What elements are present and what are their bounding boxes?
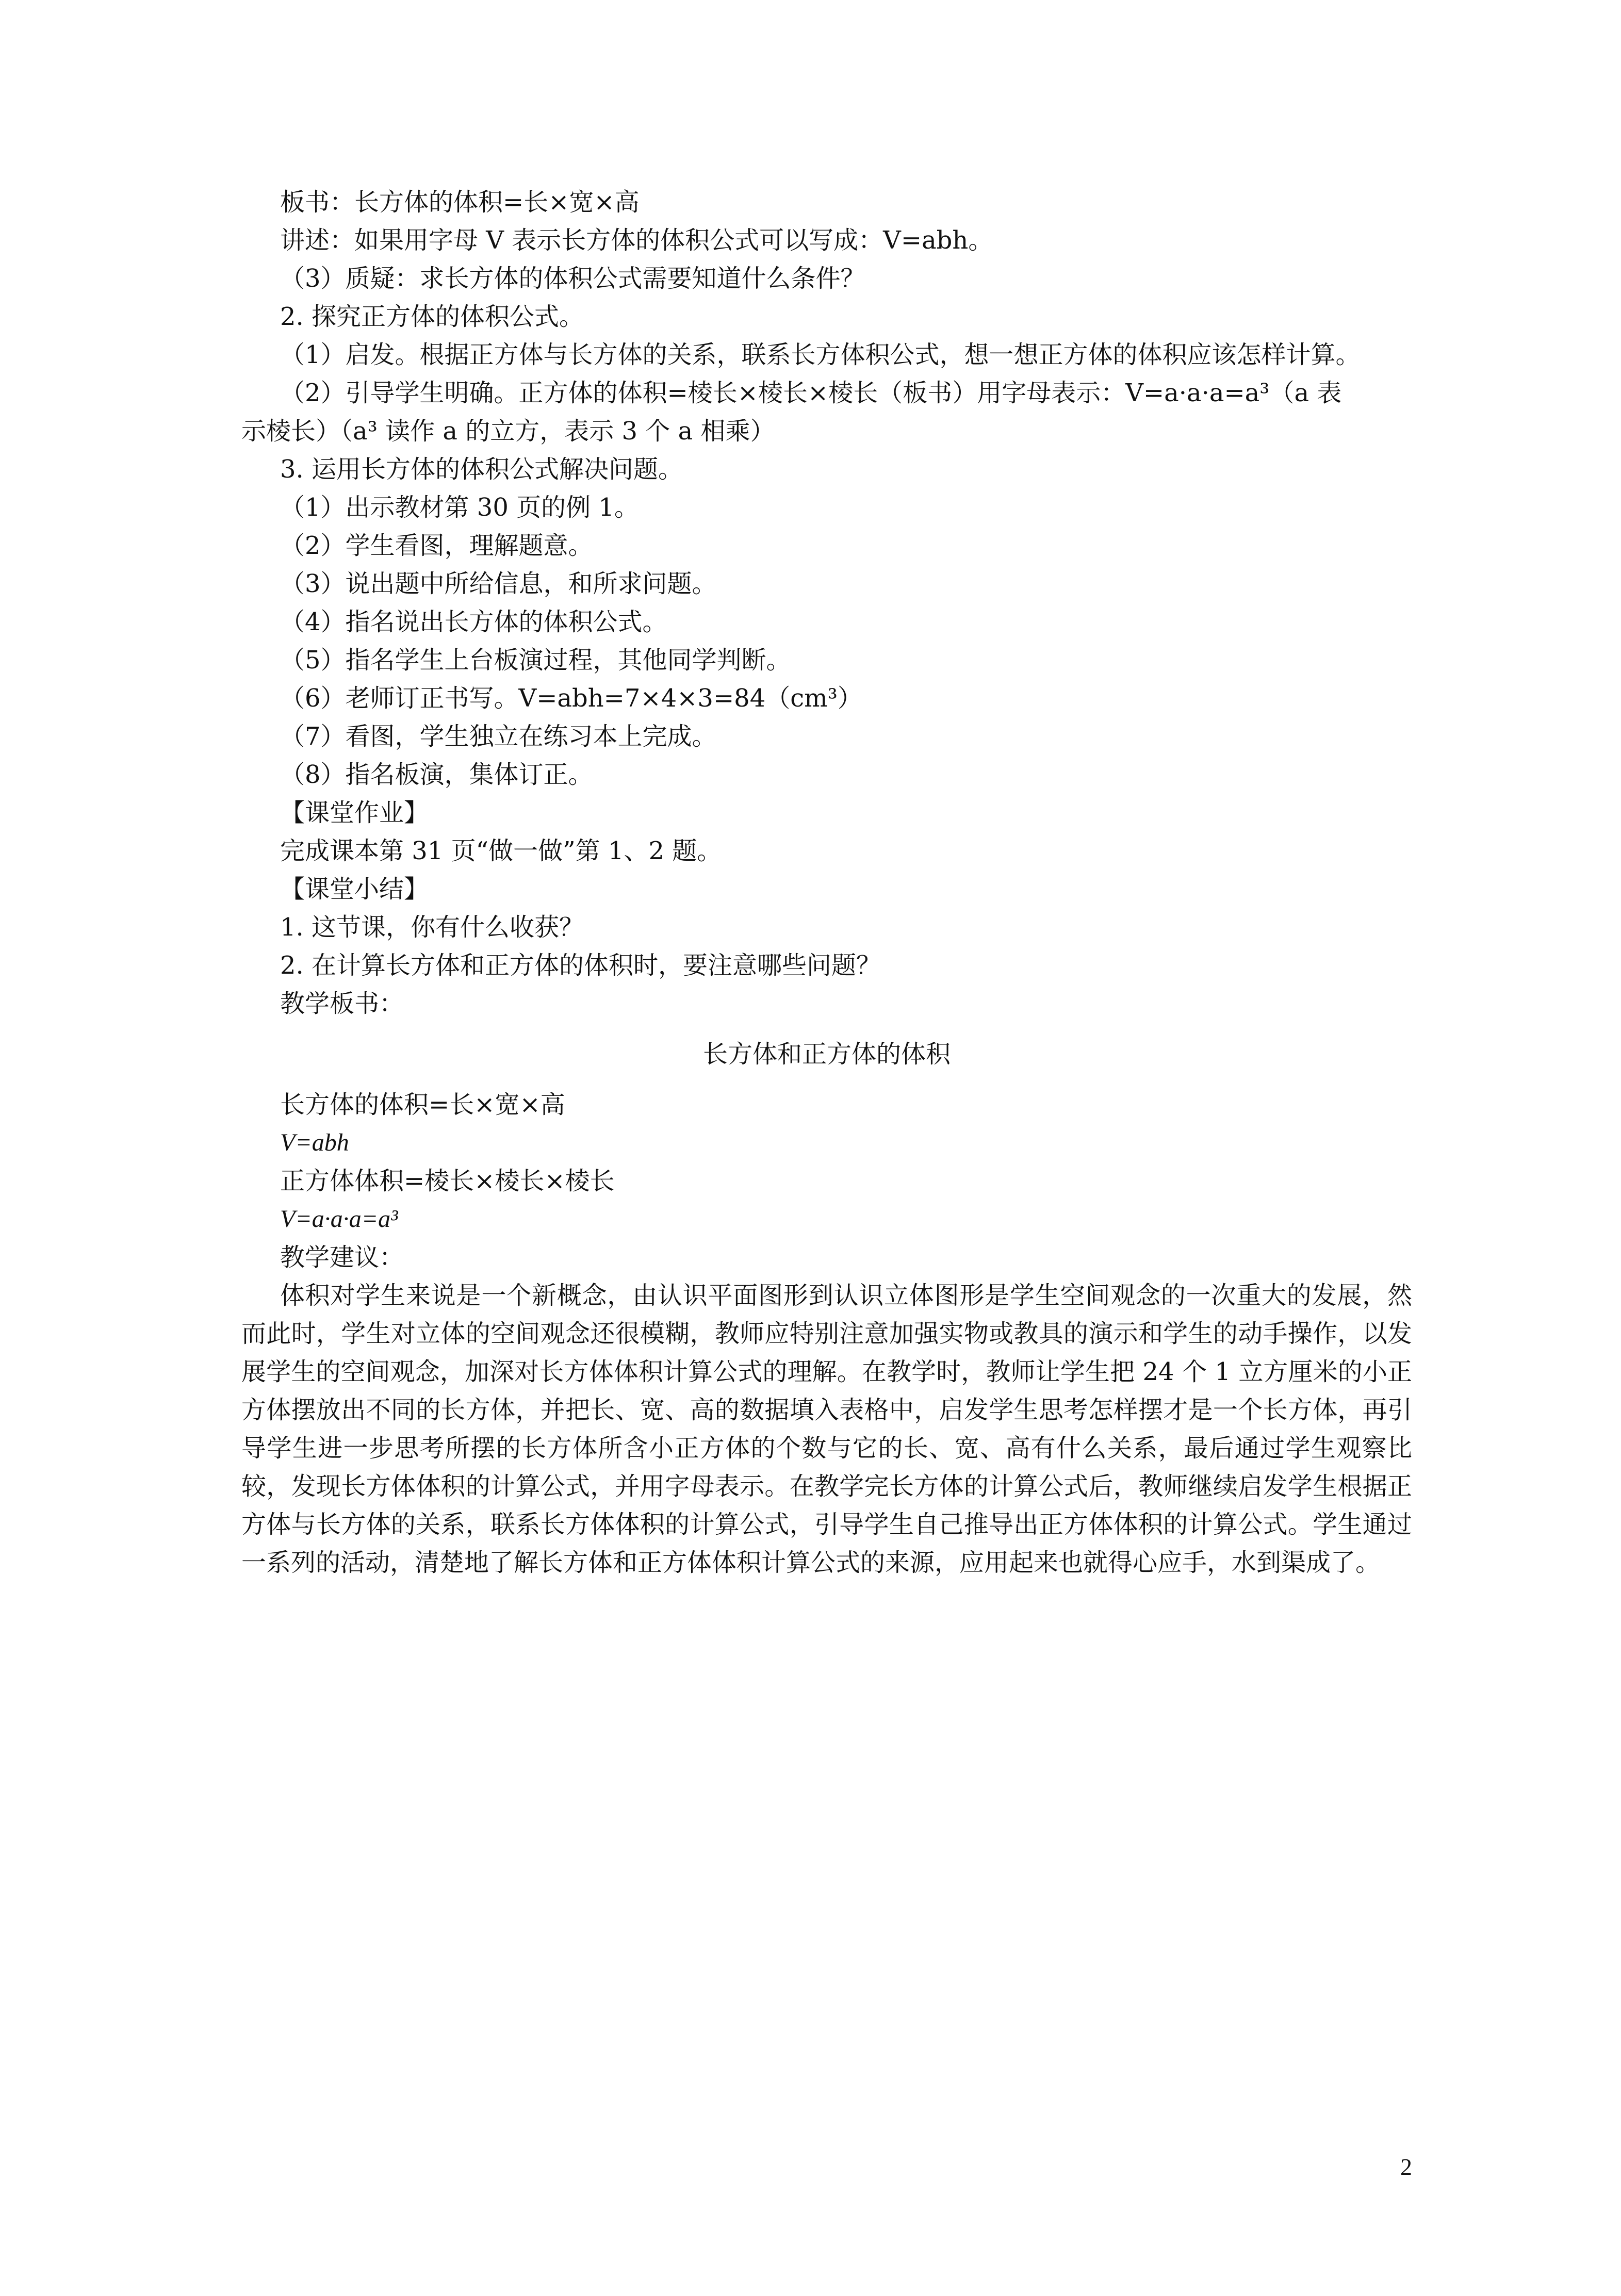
board-cube-volume: 正方体体积=棱长×棱长×棱长 bbox=[280, 1167, 615, 1195]
heading-board-writing: 教学板书： bbox=[280, 989, 404, 1018]
text-line-step-5: （5）指名学生上台板演过程，其他同学判断。 bbox=[280, 646, 791, 675]
board-cuboid-formula: V=abh bbox=[280, 1129, 349, 1156]
text-line-step-4: （4）指名说出长方体的体积公式。 bbox=[280, 608, 667, 636]
text-line-section-3: 3. 运用长方体的体积公式解决问题。 bbox=[280, 455, 683, 484]
text-line-guide: （2）引导学生明确。正方体的体积=棱长×棱长×棱长（板书）用字母表示：V=a·a·a=a³（a 表 bbox=[280, 379, 1342, 407]
text-line-step-7: （7）看图，学生独立在练习本上完成。 bbox=[280, 722, 717, 751]
text-line-step-6: （6）老师订正书写。V=abh=7×4×3=84（cm³） bbox=[280, 684, 862, 713]
heading-summary: 【课堂小结】 bbox=[280, 875, 429, 904]
board-title: 长方体和正方体的体积 bbox=[702, 1040, 951, 1069]
text-line-section-2: 2. 探究正方体的体积公式。 bbox=[280, 302, 584, 331]
text-line-step-3: （3）说出题中所给信息，和所求问题。 bbox=[280, 569, 717, 598]
text-line-summary-2: 2. 在计算长方体和正方体的体积时，要注意哪些问题？ bbox=[280, 951, 881, 980]
heading-teaching-suggestions: 教学建议： bbox=[280, 1243, 404, 1272]
text-line-summary-1: 1. 这节课，你有什么收获？ bbox=[280, 913, 584, 942]
text-line-step-8: （8）指名板演，集体订正。 bbox=[280, 760, 593, 789]
text-line-step-1: （1）出示教材第 30 页的例 1。 bbox=[280, 493, 639, 522]
board-cuboid-volume: 长方体的体积=长×宽×高 bbox=[280, 1090, 565, 1119]
text-line-question: （3）质疑：求长方体的体积公式需要知道什么条件？ bbox=[280, 264, 865, 293]
board-cube-formula: V=a·a·a=a³ bbox=[280, 1205, 398, 1233]
text-line-board-formula: 板书：长方体的体积=长×宽×高 bbox=[280, 188, 640, 217]
text-line-inspire: （1）启发。根据正方体与长方体的关系，联系长方体积公式，想一想正方体的体积应该怎样计算。 bbox=[280, 340, 1361, 369]
heading-classwork: 【课堂作业】 bbox=[280, 798, 429, 827]
text-line-explanation: 讲述：如果用字母 V 表示长方体的体积公式可以写成：V=abh。 bbox=[280, 226, 993, 255]
page-number: 2 bbox=[1400, 2154, 1412, 2180]
text-line-guide-continued: 示棱长）（a³ 读作 a 的立方，表示 3 个 a 相乘） bbox=[241, 417, 775, 446]
text-line-classwork: 完成课本第 31 页“做一做”第 1、2 题。 bbox=[280, 837, 722, 865]
text-line-step-2: （2）学生看图，理解题意。 bbox=[280, 531, 593, 560]
teaching-suggestions-paragraph: 体积对学生来说是一个新概念，由认识平面图形到认识立体图形是学生空间观念的一次重大的发展，然而此时，学生对立体的空间观念还很模糊，教师应特别注意加强实物或教具的演示和学生的动手操作，以发展学生的空间观念，加深对长方体体积计算公式的理解。在教学时，教师让学生把 24 个 1 立方厘米的小正方体摆放出不同的长方体，并把长、宽、高的数据填入表格中，启发学生思考怎样摆才是一个长方体，再引导学生进一步思考所摆的长方体所含小正方体的个数与它的长、宽、高有什么关系，最后通过学生观察比较，发现长方体体积的计算公式，并用字母表示。在教学完长方体的计算公式后，教师继续启发学生根据正方体与长方体的关系，联系长方体体积的计算公式，引导学生自己推导出正方体体积的计算公式。学生通过一系列的活动，清楚地了解长方体和正方体体积计算公式的来源，应用起来也就得心应手，水到渠成了。 bbox=[241, 1281, 1412, 1577]
